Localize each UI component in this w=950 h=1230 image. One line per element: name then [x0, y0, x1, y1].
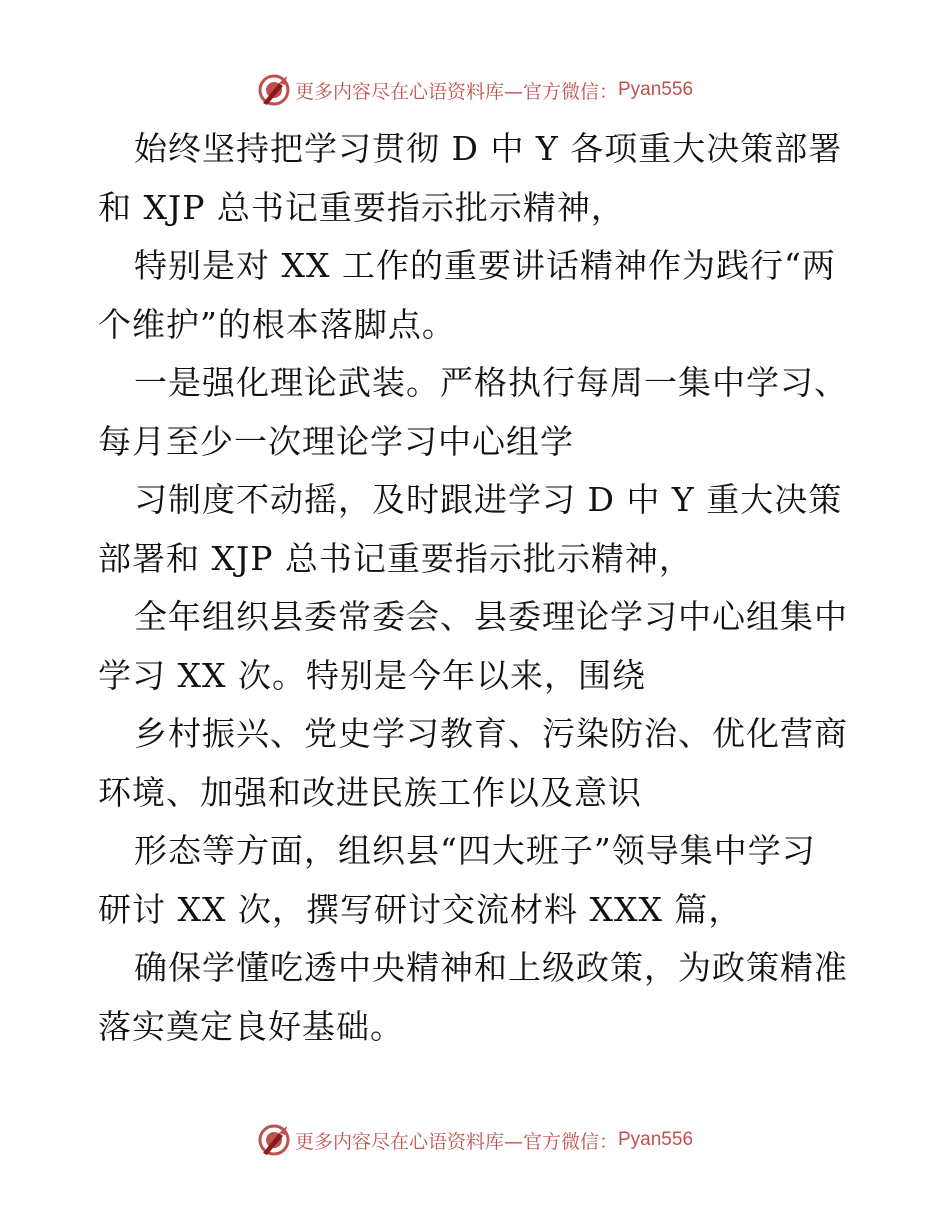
document-body [98, 120, 858, 1056]
banner-text: 更多内容尽在心语资料库—官方微信： [294, 1130, 618, 1153]
footer-watermark-banner [0, 1120, 950, 1160]
body-line: 部署和 XJP 总书记重要指示批示精神， [98, 538, 693, 578]
banner-text: 更多内容尽在心语资料库—官方微信： [294, 80, 618, 103]
quill-logo-icon [257, 1123, 291, 1157]
body-line: 环境、加强和改进民族工作以及意识 [98, 772, 642, 812]
quill-logo-icon [257, 73, 291, 107]
body-line: 乡村振兴、党史学习教育、污染防治、优化营商 [134, 714, 848, 753]
banner-wechat-id: Pyan556 [618, 1129, 694, 1150]
body-line: 习制度不动摇，及时跟进学习 D 中 Y 重大决策 [134, 480, 843, 519]
body-line: 形态等方面，组织县“四大班子”领导集中学习 [134, 831, 816, 870]
body-line: 个维护”的根本落脚点。 [98, 304, 456, 344]
body-line: 始终坚持把学习贯彻 D 中 Y 各项重大决策部署 [134, 129, 843, 168]
body-line: 落实奠定良好基础。 [98, 1006, 404, 1046]
body-line: 特别是对 XX 工作的重要讲话精神作为践行“两 [134, 246, 836, 285]
body-line: 全年组织县委常委会、县委理论学习中心组集中 [134, 597, 848, 636]
body-line: 和 XJP 总书记重要指示批示精神， [98, 187, 625, 227]
body-line: 一是强化理论武装。严格执行每周一集中学习、 [134, 363, 848, 402]
banner-wechat-id: Pyan556 [618, 79, 694, 100]
body-line: 确保学懂吃透中央精神和上级政策，为政策精准 [134, 948, 848, 987]
body-line: 每月至少一次理论学习中心组学 [98, 421, 574, 461]
body-line: 学习 XX 次。特别是今年以来，围绕 [98, 655, 646, 695]
body-line: 研讨 XX 次，撰写研讨交流材料 XXX 篇， [98, 889, 743, 929]
header-watermark-banner [0, 70, 950, 110]
